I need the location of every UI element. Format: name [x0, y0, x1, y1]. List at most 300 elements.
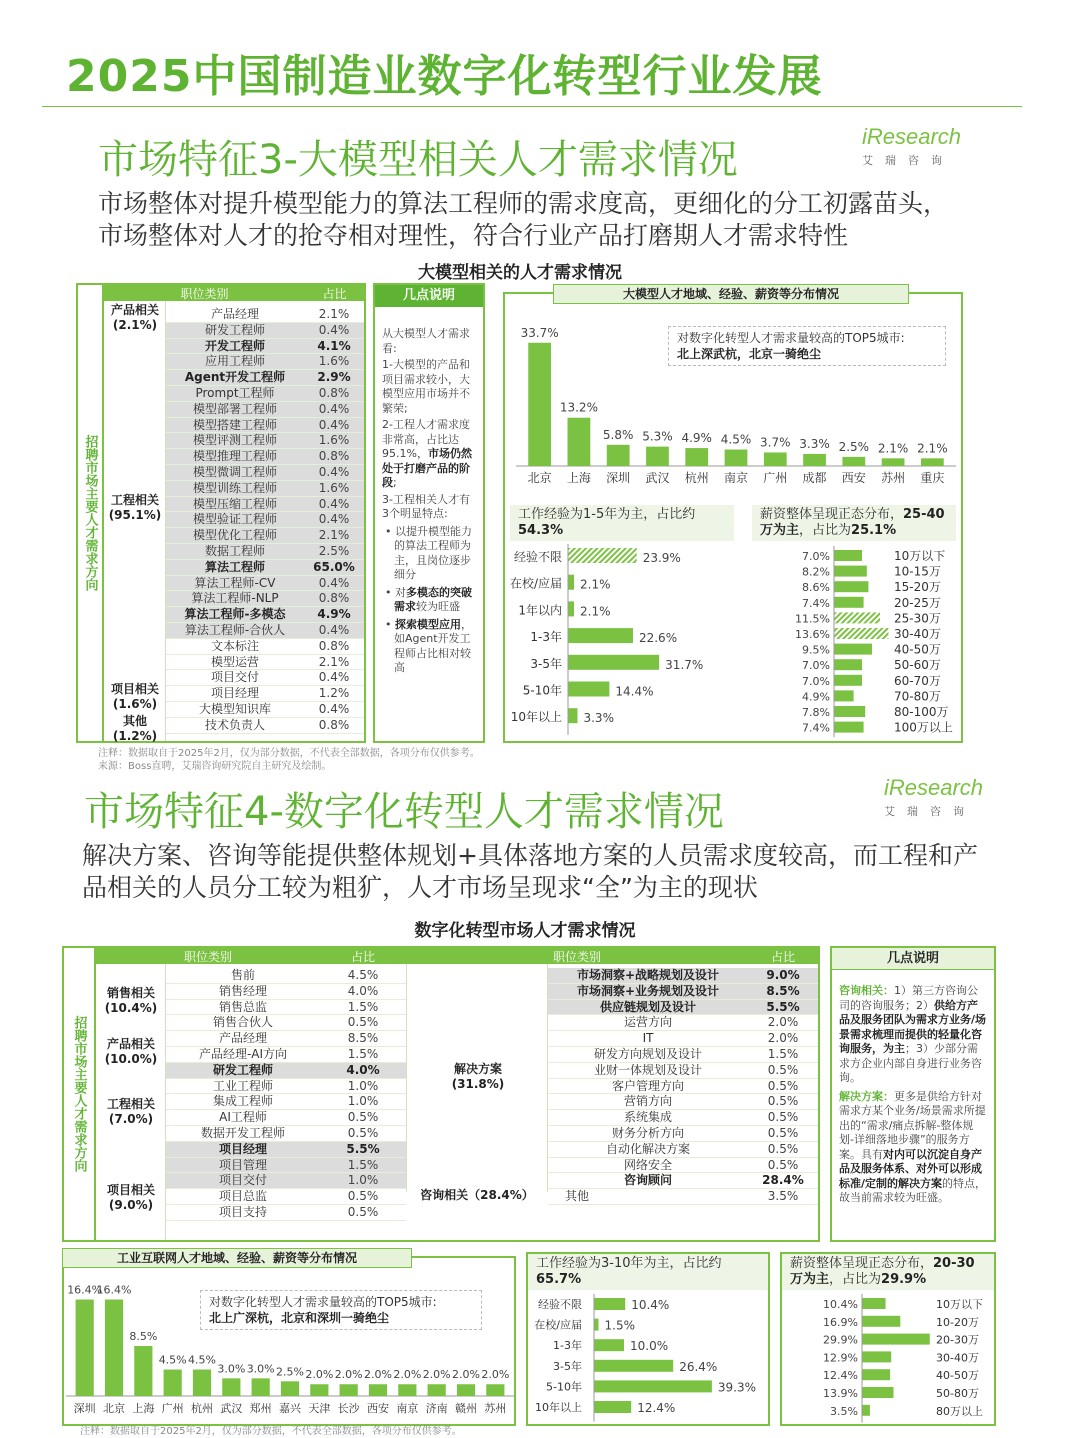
data-label: 9.5% [802, 643, 830, 657]
job-pct: 0.8% [318, 449, 350, 464]
data-label: 2.1% [580, 604, 611, 619]
tick-label: 10年以上 [510, 710, 562, 725]
table-row [166, 702, 364, 718]
data-label: 5.8% [602, 427, 634, 442]
section4-lead: 解决方案、咨询等能提供整体规划+具体落地方案的人员需求度较高，而工程和产品相关的人员分工较为粗犷，人才市场呈现求“全”为主的现状 [82, 841, 978, 902]
tick-label: 5-10年 [522, 683, 562, 698]
table-row [548, 1126, 818, 1142]
table-row [166, 1142, 406, 1158]
logo-brand: iResearch [884, 775, 984, 800]
data-label: 3.7% [760, 435, 791, 450]
table-row [166, 639, 364, 655]
job-name: 模型验证工程师 [192, 512, 277, 527]
data-label: 2.0% [364, 1368, 392, 1382]
sal-title-value: 29.9% [881, 1272, 927, 1287]
job-pct: 1.0% [347, 1094, 379, 1109]
tick-label: 北京 [103, 1402, 125, 1415]
bar [105, 1300, 123, 1396]
bar [834, 690, 854, 701]
table-row [166, 1189, 406, 1205]
s3-notes: 几点说明 从大模型人才需求看: 1-大模型的产品和项目需求较小，大模型应用市场并不繁荣; 2-工程人才需求度非常高，占比达95.1%，市场仍然处于打磨产品的阶段; 3-工程相关人才有3个明显特点: • 以提升模型能力的算法工程师为主，且岗位逐步细分 • 对多模态的突破需求较为旺盛 • 探索模型应用，如Agent开发工程师占比相对较高 [373, 283, 485, 743]
s3-group [104, 493, 166, 523]
table-row [166, 984, 406, 1000]
job-name: 模型优化工程师 [192, 528, 277, 543]
sal-title-value: 25.1% [851, 523, 897, 538]
job-pct: 3.5% [767, 1189, 799, 1204]
job-name: 算法工程师-NLP [191, 591, 279, 606]
bar [369, 1384, 387, 1396]
data-label: 13.6% [795, 628, 830, 641]
data-label: 33.7% [520, 325, 559, 340]
job-pct: 1.6% [318, 480, 350, 495]
group-pct: (9.0%) [108, 1198, 154, 1212]
group-pct: (31.8%) [451, 1077, 505, 1091]
table-row [166, 623, 364, 639]
tick-label: 武汉 [645, 471, 670, 485]
job-pct: 2.5% [318, 543, 350, 558]
s3-city-chart [506, 310, 960, 496]
sal-title-mid: ，占比为 [829, 1272, 882, 1287]
data-label: 7.0% [802, 659, 830, 673]
group-name: 项目相关 [110, 682, 159, 696]
job-pct: 0.5% [767, 1062, 799, 1077]
table-row [166, 512, 364, 528]
job-pct: 5.5% [346, 1141, 380, 1156]
data-label: 3.3% [583, 711, 614, 726]
table-row [548, 1173, 818, 1189]
table-row [166, 528, 364, 544]
note-b-label: 解决方案： [839, 1089, 894, 1103]
data-label: 13.9% [823, 1387, 858, 1400]
job-name: 数据工程师 [204, 543, 265, 558]
s4-left-rows [166, 968, 406, 1221]
bar [528, 343, 551, 466]
bar [252, 1378, 270, 1396]
tick-label: 广州 [161, 1402, 184, 1415]
bar [862, 1334, 930, 1345]
section3-lead: 市场整体对提升模型能力的算法工程师的需求度高，更细化的分工初露苗头，市场整体对人才的抢夺相对理性，符合行业产品打磨期人才需求特性 [98, 189, 949, 250]
data-label: 10.0% [630, 1339, 669, 1354]
tick-label: 1年以内 [518, 603, 562, 618]
col-job-right: 职位类别 [552, 949, 601, 964]
table-row [548, 1189, 818, 1205]
job-name: 模型微调工程师 [192, 464, 277, 479]
bar [685, 448, 708, 466]
tick-label: 10年以上 [535, 1401, 582, 1414]
s4-sal-title [782, 1254, 994, 1290]
bar [457, 1384, 475, 1396]
job-pct: 0.4% [318, 575, 350, 590]
data-label: 2.5% [276, 1365, 304, 1379]
job-pct: 2.0% [767, 1031, 799, 1046]
notes-heading: 几点说明 [375, 285, 483, 307]
job-pct: 1.5% [347, 1157, 379, 1172]
table-row [166, 339, 364, 355]
bar [568, 575, 574, 590]
job-name: 项目总监 [218, 1189, 267, 1204]
bar [882, 458, 905, 466]
table-row [548, 1094, 818, 1110]
s4-right-group-col [406, 964, 548, 1192]
s3-side-label: 招聘市场主要人才需求方向 [78, 285, 104, 741]
data-label: 2.0% [393, 1368, 422, 1382]
table-row [548, 1047, 818, 1063]
job-name: 市场洞察+战略规划及设计 [576, 968, 720, 982]
callout-line1: 对数字化转型人才需求量较高的TOP5城市: [677, 331, 905, 345]
sal-title-text: 薪资整体呈现正态分布， [760, 507, 904, 522]
bar [862, 1369, 890, 1380]
tick-label: 1-3年 [553, 1339, 582, 1353]
tick-label: 郑州 [249, 1402, 272, 1415]
tick-label: 重庆 [920, 471, 945, 485]
job-name: 网络安全 [623, 1157, 672, 1172]
job-name: 销售经理 [218, 983, 267, 998]
table-row [166, 1126, 406, 1142]
bar [594, 1401, 631, 1413]
group-name: 解决方案 [453, 1062, 502, 1076]
bar [568, 628, 633, 643]
s4-table-header [96, 948, 818, 964]
job-name: 其他 [564, 1189, 589, 1204]
bar [842, 457, 865, 466]
data-label: 16.4% [67, 1283, 103, 1297]
job-pct: 0.5% [767, 1157, 799, 1172]
s4-group [407, 1062, 549, 1092]
tick-label: 3-5年 [553, 1359, 582, 1373]
job-name: 算法工程师-多模态 [184, 607, 286, 622]
s3-source: 来源：Boss直聘，艾瑞咨询研究院自主研究及绘制。 [98, 761, 332, 772]
exp-title-value: 65.7% [536, 1272, 582, 1287]
tick-label: 10万以下 [894, 549, 946, 563]
bar [134, 1346, 152, 1396]
job-name: IT [642, 1031, 654, 1046]
tick-label: 上海 [132, 1402, 155, 1415]
job-name: 模型压缩工程师 [192, 496, 277, 511]
bar [834, 550, 862, 561]
group-pct: (2.1%) [112, 318, 158, 332]
job-name: 产品经理-AI方向 [198, 1046, 288, 1061]
data-label: 2.0% [334, 1368, 363, 1382]
job-name: 模型评测工程师 [192, 433, 277, 448]
tick-label: 20-25万 [894, 595, 941, 610]
data-label: 5.3% [642, 429, 673, 444]
s4-side-label: 招聘市场主要人才需求方向 [64, 948, 96, 1240]
data-label: 7.0% [802, 674, 830, 688]
note-bullet3: ，如Agent开发工程师占比相对较高 [394, 617, 472, 674]
job-name: 模型搭建工程师 [192, 417, 277, 432]
tick-label: 杭州 [191, 1402, 213, 1415]
bar [568, 548, 637, 563]
group-name: 项目相关 [106, 1183, 155, 1197]
bar [594, 1319, 599, 1331]
job-pct: 1.6% [318, 433, 350, 448]
table-row [166, 607, 364, 623]
table-row [166, 1205, 406, 1221]
bar [834, 659, 862, 670]
job-pct: 4.0% [346, 1062, 380, 1077]
data-label: 16.9% [823, 1315, 858, 1329]
note-bullet2-end: 较为旺盛 [416, 600, 460, 613]
group-name: 产品相关 [110, 303, 159, 317]
bar [834, 566, 867, 577]
section3-title: 市场特征3-大模型相关人才需求情况 [98, 137, 738, 183]
sal-title-bold: 20-30万为主 [790, 1256, 975, 1287]
table-row [548, 1158, 818, 1174]
tick-label: 50-60万 [894, 658, 941, 673]
col-job: 职位类别 [183, 949, 232, 964]
s4-dist-title: 工业互联网人才地域、经验、薪资等分布情况 [62, 1248, 412, 1268]
tick-label: 30-40万 [894, 627, 941, 641]
tick-label: 武汉 [220, 1402, 243, 1415]
table-row [548, 1079, 818, 1095]
job-name: 模型训练工程师 [192, 480, 277, 495]
group-pct: (10.4%) [104, 1001, 158, 1015]
bar [568, 708, 577, 723]
table-row [166, 686, 364, 702]
data-label: 2.0% [452, 1368, 480, 1382]
table-row [166, 1158, 406, 1174]
group-pct: (95.1%) [108, 508, 162, 522]
note-b2: 的特点，故当前需求较为旺盛。 [839, 1176, 987, 1204]
data-label: 8.6% [802, 581, 830, 595]
data-label: 7.0% [802, 550, 830, 563]
job-pct: 0.8% [318, 591, 350, 606]
iresearch-logo [884, 775, 983, 819]
s4-salary-chart [782, 1294, 994, 1424]
data-label: 10.4% [823, 1298, 858, 1311]
bar [725, 450, 748, 466]
bar [568, 682, 609, 697]
data-label: 3.0% [246, 1362, 275, 1376]
data-label: 2.0% [481, 1368, 510, 1382]
tick-label: 3-5年 [530, 656, 562, 671]
table-row [166, 1015, 406, 1031]
job-pct: 65.0% [313, 559, 355, 574]
group-name: 销售相关 [106, 986, 155, 1000]
job-pct: 1.5% [347, 999, 379, 1014]
job-pct: 5.5% [766, 999, 800, 1014]
logo-sub: 艾瑞咨询 [884, 806, 976, 818]
col-pct: 占比 [322, 286, 347, 301]
job-name: 销售总监 [218, 999, 267, 1014]
table-row [548, 984, 818, 1000]
job-pct: 0.5% [347, 1015, 379, 1030]
data-label: 23.9% [642, 551, 681, 565]
job-pct: 0.5% [347, 1125, 379, 1140]
bar [834, 581, 868, 592]
table-row [166, 354, 364, 370]
data-label: 4.9% [802, 690, 830, 704]
job-name: 运营方向 [623, 1015, 672, 1030]
job-pct: 0.5% [767, 1110, 799, 1125]
title-divider [42, 106, 1022, 107]
data-label: 3.0% [217, 1362, 246, 1376]
job-pct: 0.5% [767, 1125, 799, 1140]
job-pct: 0.4% [318, 496, 350, 511]
job-name: 研发方向规划及设计 [593, 1046, 702, 1061]
bar [862, 1351, 891, 1362]
bar [193, 1370, 211, 1396]
bar [834, 644, 872, 655]
table-row [166, 544, 364, 560]
s3-group [104, 682, 166, 712]
job-name: 系统集成 [623, 1110, 672, 1125]
bar [803, 454, 826, 466]
job-name: 市场洞察+业务规划及设计 [576, 983, 720, 998]
job-pct: 0.8% [318, 385, 350, 400]
job-name: Prompt工程师 [195, 385, 275, 400]
s3-salary-chart [748, 546, 960, 740]
bar [568, 418, 591, 466]
bar [646, 447, 669, 466]
tick-label: 80-100万 [894, 705, 949, 719]
table-row [166, 1173, 406, 1189]
job-name: 产品经理 [218, 1031, 267, 1046]
job-pct: 2.1% [318, 528, 350, 543]
tick-label: 100万以上 [894, 720, 953, 735]
table-row [166, 307, 364, 323]
job-name: 应用工程师 [204, 354, 265, 369]
table-row [548, 968, 818, 984]
section4-title: 市场特征4-数字化转型人才需求情况 [84, 789, 724, 835]
tick-label: 40-50万 [936, 1369, 979, 1383]
bar [164, 1370, 182, 1396]
s4-notes [830, 946, 996, 1242]
tick-label: 成都 [802, 471, 827, 485]
job-name: 模型推理工程师 [192, 449, 277, 464]
job-name: 供应链规划及设计 [599, 999, 696, 1014]
table-row [166, 465, 364, 481]
tick-label: 在校/应届 [534, 1318, 582, 1332]
table-row [166, 449, 364, 465]
bar [428, 1384, 446, 1396]
s4-city-chart [64, 1272, 514, 1424]
job-name: 模型运营 [210, 654, 259, 669]
data-label: 29.9% [823, 1333, 858, 1347]
bar [594, 1298, 625, 1310]
job-pct: 0.5% [767, 1078, 799, 1093]
tick-label: 经验不限 [513, 550, 562, 564]
bar [340, 1384, 358, 1396]
section3-chart-title: 大模型相关的人才需求情况 [418, 263, 622, 283]
note-p1: 从大模型人才需求看: [382, 327, 470, 355]
table-row [166, 718, 364, 734]
tick-label: 西安 [367, 1402, 389, 1415]
job-pct: 0.5% [347, 1204, 379, 1219]
job-pct: 2.9% [317, 370, 351, 385]
group-name: 其他 [122, 714, 147, 728]
note-bullet2-bold: 多模态的突破需求 [394, 585, 472, 613]
table-row [166, 655, 364, 671]
job-pct: 0.4% [318, 622, 350, 637]
tick-label: 杭州 [684, 471, 709, 485]
sal-title-bold: 25-40万为主 [760, 507, 945, 538]
data-label: 31.7% [665, 657, 704, 672]
data-label: 8.5% [129, 1330, 158, 1343]
data-label: 13.2% [559, 400, 598, 415]
table-row [166, 433, 364, 449]
tick-label: 苏州 [881, 471, 906, 485]
job-pct: 0.4% [318, 670, 350, 685]
bar [594, 1360, 673, 1372]
job-pct: 1.6% [318, 354, 350, 369]
table-row [166, 418, 364, 434]
callout-line1: 对数字化转型人才需求量较高的TOP5城市: [209, 1295, 437, 1309]
data-label: 4.5% [188, 1353, 216, 1367]
job-name: 算法工程师-CV [194, 575, 276, 590]
bar [764, 452, 787, 466]
table-row [166, 670, 364, 686]
data-label: 14.4% [615, 684, 654, 699]
table-row [166, 1079, 406, 1095]
tick-label: 深圳 [73, 1402, 96, 1415]
table-row [166, 560, 364, 576]
job-name: 售前 [230, 968, 255, 982]
s4-footnote: 注释：数据取自于2025年2月，仅为部分数据，不代表全部数据，各项分布仅供参考。 [80, 1426, 462, 1437]
tick-label: 60-70万 [894, 673, 941, 688]
table-row [166, 968, 406, 984]
job-pct: 0.4% [318, 464, 350, 479]
data-label: 26.4% [679, 1359, 718, 1374]
job-pct: 4.1% [317, 338, 351, 353]
sal-title-mid: ，占比为 [799, 523, 852, 538]
note-p2: 1-大模型的产品和项目需求较小，大模型应用市场并不繁荣; [382, 358, 470, 415]
exp-title-text: 工作经验为1-5年为主，占比约 [518, 507, 696, 522]
job-pct: 0.4% [318, 417, 350, 432]
table-row [548, 1015, 818, 1031]
s4-group [96, 1183, 166, 1213]
note-bullet2: 对 [395, 585, 406, 599]
s4-right-rows [548, 968, 818, 1205]
data-label: 2.1% [917, 441, 948, 456]
data-label: 12.9% [823, 1351, 858, 1365]
notes-heading: 几点说明 [832, 948, 994, 970]
data-label: 2.5% [838, 439, 870, 454]
job-pct: 0.4% [318, 401, 350, 416]
bar [921, 458, 944, 466]
bar [834, 675, 862, 686]
note-p3-bold: 市场仍然处于打磨产品的阶段 [382, 447, 472, 489]
section4-chart-title: 数字化转型市场人才需求情况 [414, 921, 636, 941]
page-title: 2025中国制造业数字化转型行业发展 [66, 51, 823, 102]
s4-left-group-col [96, 964, 166, 1240]
data-label: 7.8% [802, 706, 830, 719]
tick-label: 经验不限 [538, 1298, 582, 1311]
job-pct: 4.9% [317, 607, 351, 622]
tick-label: 80万以上 [936, 1404, 983, 1418]
data-label: 2.1% [580, 577, 611, 592]
table-row [548, 1063, 818, 1079]
tick-label: 苏州 [484, 1402, 507, 1415]
job-pct: 0.4% [318, 512, 350, 527]
tick-label: 70-80万 [894, 689, 941, 704]
bar [834, 612, 880, 623]
group-pct: (7.0%) [108, 1112, 154, 1126]
job-pct: 0.5% [767, 1141, 799, 1156]
table-row [548, 1110, 818, 1126]
data-label: 22.6% [638, 631, 678, 646]
data-label: 2.1% [877, 441, 909, 456]
tick-label: 20-30万 [936, 1333, 979, 1347]
bar [568, 655, 659, 670]
table-row [166, 497, 364, 513]
job-pct: 0.5% [767, 1094, 799, 1109]
data-label: 3.5% [830, 1404, 858, 1418]
bar [834, 628, 888, 639]
note-a-label: 咨询相关： [839, 984, 894, 997]
data-label: 39.3% [717, 1380, 757, 1395]
bar [834, 706, 865, 717]
